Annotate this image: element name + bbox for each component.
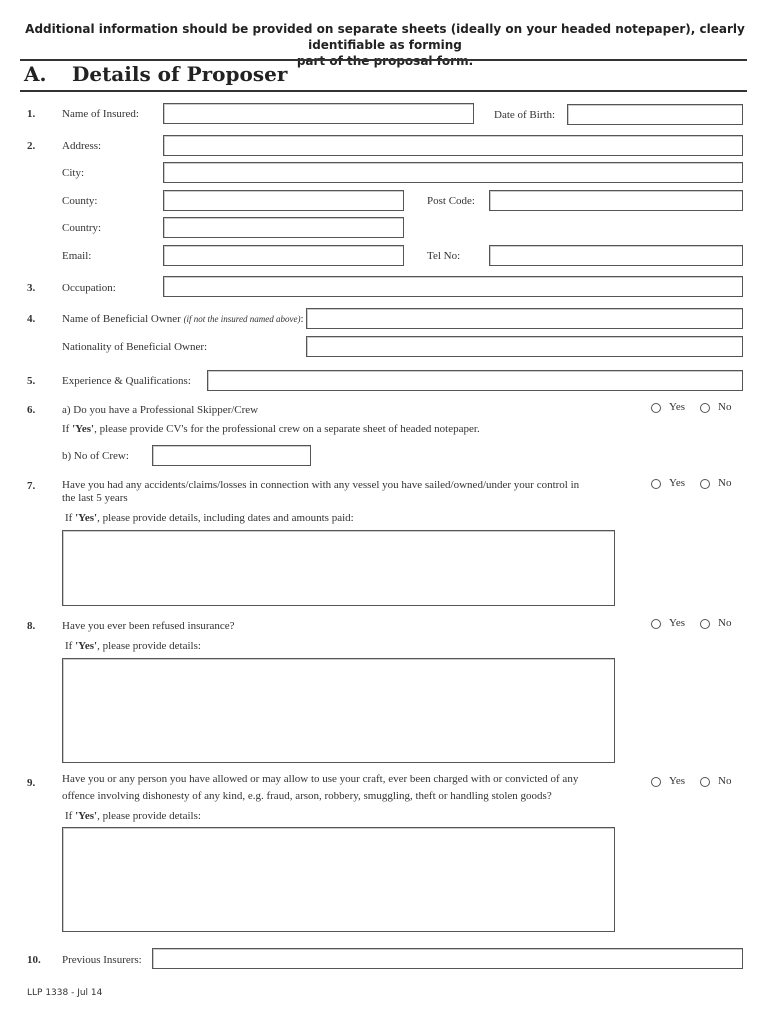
beneficial-owner-label [62, 313, 304, 325]
address-input[interactable] [163, 135, 743, 156]
city-input[interactable] [163, 162, 743, 183]
no-of-crew-label: b) No of Crew: [62, 450, 129, 462]
q9-if-prefix: If [65, 810, 76, 822]
q6-no-radio[interactable] [700, 403, 710, 413]
q9-yes-radio[interactable] [651, 777, 661, 787]
city-label: City: [62, 167, 85, 179]
q6-if-yes-word: 'Yes' [72, 423, 95, 435]
q9-if-yes-note [65, 810, 201, 822]
q7-no-label: No [718, 477, 732, 489]
tel-no-label: Tel No: [427, 250, 461, 262]
section-title: Details of Proposer [72, 62, 288, 86]
q7-if-prefix: If [65, 512, 76, 524]
q3-number: 3. [27, 282, 36, 294]
convictions-question-line-2: offence involving dishonesty of any kind, e.g. fraud, arson, robbery, smuggling, theft or handling stolen goods? [62, 790, 552, 802]
experience-input[interactable] [207, 370, 743, 391]
country-input[interactable] [163, 217, 404, 238]
q6-no-label: No [718, 401, 732, 413]
beneficial-owner-note: (if not the insured named above) [183, 314, 301, 324]
q6-if-yes-note [62, 423, 480, 435]
address-label: Address: [62, 140, 102, 152]
q7-no-radio[interactable] [700, 479, 710, 489]
q7-number: 7. [27, 480, 36, 492]
occupation-label: Occupation: [62, 282, 116, 294]
nationality-input[interactable] [306, 336, 743, 357]
section-bottom-rule [20, 90, 747, 92]
q8-yes-label: Yes [669, 617, 686, 629]
name-of-insured-input[interactable] [163, 103, 474, 124]
section-top-rule [20, 59, 747, 61]
post-code-label: Post Code: [427, 195, 475, 207]
professional-crew-question: a) Do you have a Professional Skipper/Crew [62, 404, 259, 416]
county-input[interactable] [163, 190, 404, 211]
accidents-details-textarea[interactable] [62, 530, 615, 606]
q6-if-prefix: If [62, 423, 73, 435]
previous-insurers-input[interactable] [152, 948, 743, 969]
q9-if-rest: , please provide details: [97, 810, 201, 822]
q8-if-prefix: If [65, 640, 76, 652]
q8-no-label: No [718, 617, 732, 629]
q10-number: 10. [27, 954, 41, 966]
experience-label: Experience & Qualifications: [62, 375, 191, 387]
q7-if-yes-word: 'Yes' [75, 512, 98, 524]
accidents-question-line-1: Have you had any accidents/claims/losses in connection with any vessel you have sailed/owned/under your control in [62, 479, 580, 491]
q6-number: 6. [27, 404, 36, 416]
q8-yes-radio[interactable] [651, 619, 661, 629]
beneficial-owner-label-text: Name of Beneficial Owner [62, 313, 181, 325]
email-label: Email: [62, 250, 92, 262]
no-of-crew-input[interactable] [152, 445, 311, 466]
q8-no-radio[interactable] [700, 619, 710, 629]
q8-if-yes-word: 'Yes' [75, 640, 98, 652]
q8-if-rest: , please provide details: [97, 640, 201, 652]
accidents-question-line-2: the last 5 years [62, 492, 128, 504]
convictions-question-line-1: Have you or any person you have allowed or may allow to use your craft, ever been charged with or convicted of any [62, 773, 579, 785]
name-of-insured-label: Name of Insured: [62, 108, 139, 120]
form-code: LLP 1338 - Jul 14 [27, 988, 103, 998]
section-letter: A. [24, 62, 47, 86]
q8-if-yes-note [65, 640, 201, 652]
q6-yes-radio[interactable] [651, 403, 661, 413]
q6-yes-label: Yes [669, 401, 686, 413]
q2-number: 2. [27, 140, 36, 152]
nationality-label: Nationality of Beneficial Owner: [62, 341, 208, 353]
q1-number: 1. [27, 108, 36, 120]
q6-if-rest: , please provide CV's for the professional crew on a separate sheet of headed notepaper. [94, 423, 480, 435]
post-code-input[interactable] [489, 190, 743, 211]
beneficial-owner-input[interactable] [306, 308, 743, 329]
q7-yes-radio[interactable] [651, 479, 661, 489]
beneficial-owner-colon: : [300, 313, 304, 325]
intro-line-2: part of the proposal form. [296, 54, 474, 68]
refused-details-textarea[interactable] [62, 658, 615, 763]
q5-number: 5. [27, 375, 36, 387]
convictions-details-textarea[interactable] [62, 827, 615, 932]
occupation-input[interactable] [163, 276, 743, 297]
q9-if-yes-word: 'Yes' [75, 810, 98, 822]
refused-insurance-question: Have you ever been refused insurance? [62, 620, 235, 632]
country-label: Country: [62, 222, 102, 234]
q7-if-rest: , please provide details, including dates and amounts paid: [97, 512, 354, 524]
date-of-birth-input[interactable] [567, 104, 743, 125]
q7-yes-label: Yes [669, 477, 686, 489]
q9-no-label: No [718, 775, 732, 787]
q7-if-yes-note [65, 512, 354, 524]
tel-no-input[interactable] [489, 245, 743, 266]
q4-number: 4. [27, 313, 36, 325]
date-of-birth-label: Date of Birth: [494, 109, 556, 121]
previous-insurers-label: Previous Insurers: [62, 954, 142, 966]
intro-line-1: Additional information should be provided on separate sheets (ideally on your headed notepaper), clearly identifiable as forming [25, 22, 745, 52]
q9-no-radio[interactable] [700, 777, 710, 787]
q9-yes-label: Yes [669, 775, 686, 787]
q9-number: 9. [27, 777, 36, 789]
email-input[interactable] [163, 245, 404, 266]
county-label: County: [62, 195, 98, 207]
q8-number: 8. [27, 620, 36, 632]
